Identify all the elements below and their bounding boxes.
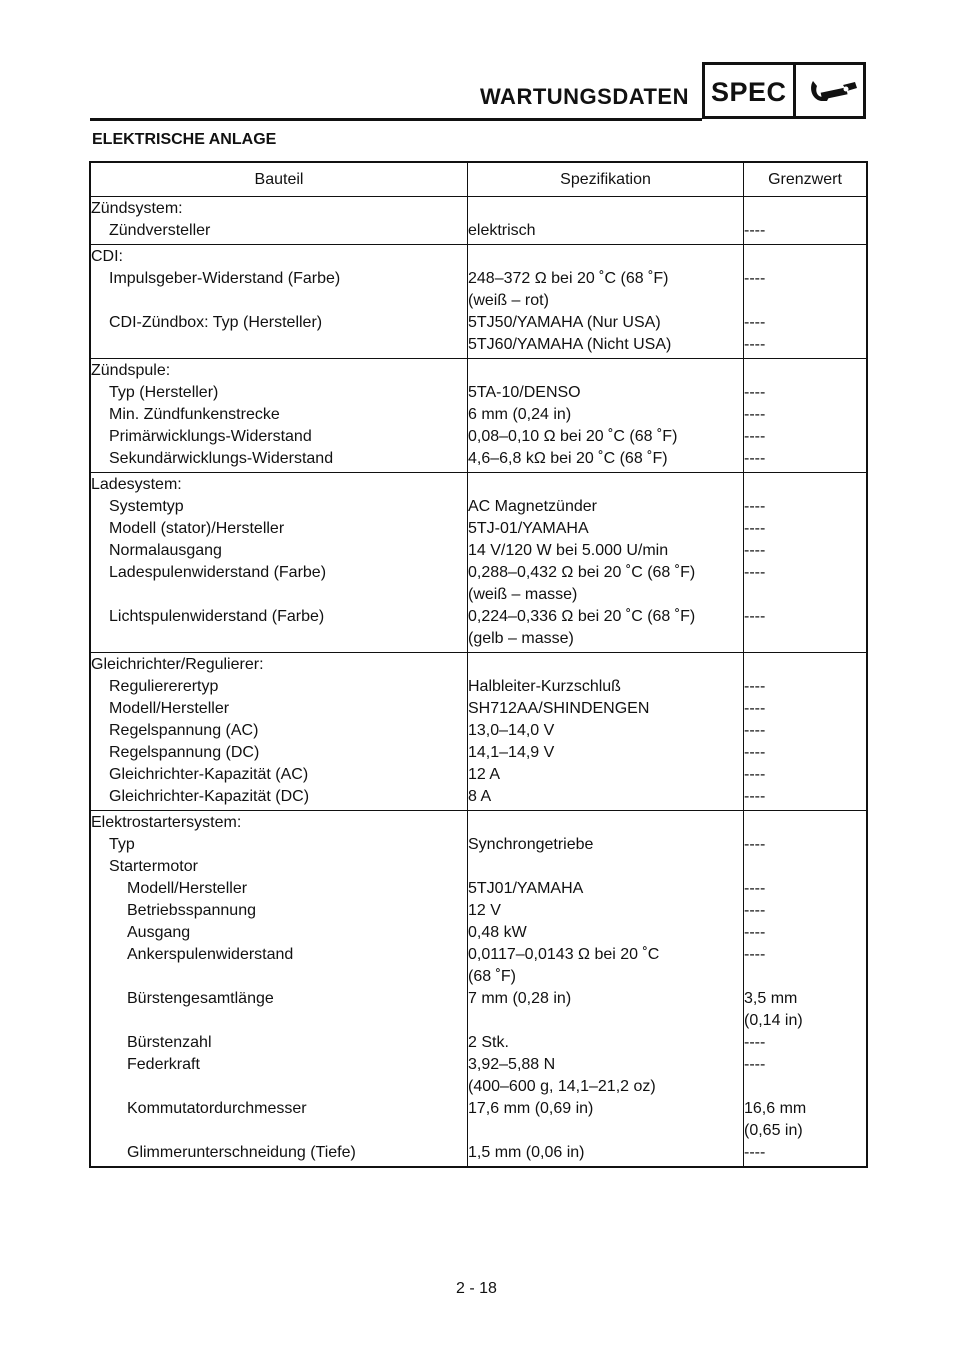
limit-value bbox=[744, 922, 868, 944]
empty-cell bbox=[744, 473, 868, 497]
component-label bbox=[90, 742, 468, 764]
limit-value bbox=[744, 764, 868, 786]
specification-value bbox=[468, 268, 744, 312]
specification-value bbox=[468, 382, 744, 404]
limit-value bbox=[744, 1032, 868, 1054]
component-label-text: Ankerspulenwiderstand bbox=[127, 946, 294, 963]
specification-value bbox=[468, 1032, 744, 1054]
specification-value-text: 7 mm (0,28 in) bbox=[468, 990, 572, 1007]
specification-value-text: elektrisch bbox=[468, 222, 536, 239]
table-row bbox=[90, 720, 867, 742]
table-row bbox=[90, 268, 867, 312]
component-label bbox=[90, 944, 468, 988]
section-title: ELEKTRISCHE ANLAGE bbox=[92, 131, 277, 148]
limit-value-text: ---- bbox=[744, 836, 766, 853]
specification-value bbox=[468, 518, 744, 540]
table-row bbox=[90, 988, 867, 1032]
limit-value-text: ---- bbox=[744, 498, 766, 515]
specification-value bbox=[468, 606, 744, 653]
component-label-text: Zündversteller bbox=[109, 222, 211, 239]
limit-value-text: ---- bbox=[744, 406, 766, 423]
limit-value bbox=[744, 988, 868, 1032]
empty-cell bbox=[744, 197, 868, 221]
component-label bbox=[90, 404, 468, 426]
limit-value bbox=[744, 878, 868, 900]
limit-value bbox=[744, 382, 868, 404]
component-label-text: Bürstenzahl bbox=[127, 1034, 212, 1051]
column-header-limit: Grenzwert bbox=[744, 162, 868, 197]
specification-value bbox=[468, 540, 744, 562]
component-label bbox=[90, 988, 468, 1032]
specification-value bbox=[468, 1054, 744, 1098]
limit-value bbox=[744, 786, 868, 811]
component-label-text: Typ bbox=[109, 836, 135, 853]
component-label-text: Sekundärwicklungs-Widerstand bbox=[109, 450, 334, 467]
group-title-row bbox=[90, 359, 867, 383]
specification-value-text: 4,6–6,8 kΩ bei 20 ˚C (68 ˚F) bbox=[468, 450, 668, 467]
specification-value bbox=[468, 562, 744, 606]
limit-value-text: ---- bbox=[744, 384, 766, 401]
component-label-text: Gleichrichter-Kapazität (DC) bbox=[109, 788, 310, 805]
limit-value bbox=[744, 720, 868, 742]
limit-value bbox=[744, 426, 868, 448]
specification-value-text: 17,6 mm (0,69 in) bbox=[468, 1100, 594, 1117]
component-label bbox=[90, 448, 468, 473]
component-label bbox=[90, 312, 468, 359]
table-row bbox=[90, 676, 867, 698]
spec-badge bbox=[702, 62, 866, 119]
empty-cell bbox=[744, 359, 868, 383]
column-header-specification: Spezifikation bbox=[468, 162, 744, 197]
limit-value-text: ---- bbox=[744, 924, 766, 941]
specification-value-text: 248–372 Ω bei 20 ˚C (68 ˚F) (weiß – rot) bbox=[468, 270, 669, 309]
specification-value bbox=[468, 988, 744, 1032]
component-label bbox=[90, 856, 468, 878]
specification-value-text: 13,0–14,0 V bbox=[468, 722, 555, 739]
specification-value bbox=[468, 496, 744, 518]
group-title: Zündspule: bbox=[91, 362, 171, 379]
component-label-text: Min. Zündfunkenstrecke bbox=[109, 406, 280, 423]
limit-value bbox=[744, 562, 868, 606]
group-title: Zündsystem: bbox=[91, 200, 183, 217]
table-row bbox=[90, 404, 867, 426]
limit-value bbox=[744, 496, 868, 518]
table-row bbox=[90, 562, 867, 606]
specification-value-text: 0,48 kW bbox=[468, 924, 527, 941]
specification-value-text: 2 Stk. bbox=[468, 1034, 509, 1051]
empty-cell bbox=[468, 811, 744, 835]
limit-value bbox=[744, 1142, 868, 1167]
specification-value bbox=[468, 922, 744, 944]
specification-value-text: 12 V bbox=[468, 902, 501, 919]
empty-cell bbox=[744, 245, 868, 269]
specification-value bbox=[468, 786, 744, 811]
specification-value-text: Halbleiter-Kurzschluß bbox=[468, 678, 621, 695]
empty-cell bbox=[744, 653, 868, 677]
specification-value-text: 14,1–14,9 V bbox=[468, 744, 555, 761]
specification-value-text: 6 mm (0,24 in) bbox=[468, 406, 572, 423]
component-label bbox=[90, 922, 468, 944]
specification-value bbox=[468, 720, 744, 742]
limit-value-text: ---- bbox=[744, 744, 766, 761]
component-label-text: Gleichrichter-Kapazität (AC) bbox=[109, 766, 309, 783]
limit-value bbox=[744, 220, 868, 245]
component-label-text: Federkraft bbox=[127, 1056, 200, 1073]
limit-value bbox=[744, 312, 868, 359]
group-title-row bbox=[90, 811, 867, 835]
table-row bbox=[90, 944, 867, 988]
component-label-text: Modell (stator)/Hersteller bbox=[109, 520, 285, 537]
group-title: Ladesystem: bbox=[91, 476, 182, 493]
empty-cell bbox=[468, 359, 744, 383]
component-label bbox=[90, 878, 468, 900]
limit-value-text: ---- bbox=[744, 222, 766, 239]
specification-value bbox=[468, 742, 744, 764]
group-title-row bbox=[90, 653, 867, 677]
component-label bbox=[90, 764, 468, 786]
group-title: CDI: bbox=[91, 248, 123, 265]
limit-value-text: ---- bbox=[744, 700, 766, 717]
column-header-component: Bauteil bbox=[90, 162, 468, 197]
specification-value-text: AC Magnetzünder bbox=[468, 498, 597, 515]
limit-value bbox=[744, 834, 868, 856]
component-label bbox=[90, 698, 468, 720]
specification-value bbox=[468, 448, 744, 473]
limit-value-text: ---- bbox=[744, 608, 766, 625]
component-label bbox=[90, 540, 468, 562]
specification-value bbox=[468, 1142, 744, 1167]
table-header-row bbox=[90, 162, 867, 197]
component-label-text: Normalausgang bbox=[109, 542, 222, 559]
specification-value-text: 12 A bbox=[468, 766, 501, 783]
limit-value bbox=[744, 448, 868, 473]
specification-value-text: 5TJ01/YAMAHA bbox=[468, 880, 584, 897]
specification-value-text: 5TJ-01/YAMAHA bbox=[468, 520, 589, 537]
table-row bbox=[90, 764, 867, 786]
table-row bbox=[90, 1142, 867, 1167]
limit-value-text: ---- bbox=[744, 1034, 766, 1051]
specification-value-text: 0,08–0,10 Ω bei 20 ˚C (68 ˚F) bbox=[468, 428, 678, 445]
spec-table bbox=[89, 161, 868, 1168]
empty-cell bbox=[468, 197, 744, 221]
component-label-text: Glimmerunterschneidung (Tiefe) bbox=[127, 1144, 356, 1161]
component-label bbox=[90, 606, 468, 653]
component-label-text: Kommutatordurchmesser bbox=[127, 1100, 307, 1117]
component-label-text: Ladespulenwiderstand (Farbe) bbox=[109, 564, 327, 581]
component-label bbox=[90, 268, 468, 312]
group-title-row bbox=[90, 473, 867, 497]
limit-value-text: ---- bbox=[744, 1144, 766, 1161]
component-label bbox=[90, 1098, 468, 1142]
component-label bbox=[90, 562, 468, 606]
limit-value bbox=[744, 1098, 868, 1142]
limit-value bbox=[744, 404, 868, 426]
empty-cell bbox=[744, 811, 868, 835]
table-row bbox=[90, 426, 867, 448]
limit-value bbox=[744, 540, 868, 562]
limit-value-text: ---- bbox=[744, 788, 766, 805]
component-label bbox=[90, 1054, 468, 1098]
specification-value bbox=[468, 698, 744, 720]
component-label bbox=[90, 834, 468, 856]
specification-value bbox=[468, 404, 744, 426]
specification-value-text: 0,224–0,336 Ω bei 20 ˚C (68 ˚F) (gelb – masse) bbox=[468, 608, 696, 647]
spec-table-body bbox=[90, 197, 867, 1168]
specification-value-text: SH712AA/SHINDENGEN bbox=[468, 700, 650, 717]
table-row bbox=[90, 540, 867, 562]
limit-value-text: 3,5 mm (0,14 in) bbox=[744, 990, 803, 1029]
component-label-text: Typ (Hersteller) bbox=[109, 384, 219, 401]
component-label-text: Regelspannung (DC) bbox=[109, 744, 260, 761]
specification-value bbox=[468, 944, 744, 988]
component-label bbox=[90, 676, 468, 698]
table-row bbox=[90, 312, 867, 359]
limit-value bbox=[744, 606, 868, 653]
component-label-text: Bürstengesamtlänge bbox=[127, 990, 274, 1007]
table-row bbox=[90, 786, 867, 811]
specification-value-text: 3,92–5,88 N (400–600 g, 14,1–21,2 oz) bbox=[468, 1056, 656, 1095]
specification-value bbox=[468, 856, 744, 878]
empty-cell bbox=[468, 653, 744, 677]
limit-value-text: ---- ---- bbox=[744, 314, 766, 353]
specification-value-text: 1,5 mm (0,06 in) bbox=[468, 1144, 585, 1161]
table-row bbox=[90, 220, 867, 245]
specification-value bbox=[468, 426, 744, 448]
table-row bbox=[90, 1032, 867, 1054]
empty-cell bbox=[468, 245, 744, 269]
component-label-text: Betriebsspannung bbox=[127, 902, 256, 919]
component-label bbox=[90, 496, 468, 518]
table-row bbox=[90, 834, 867, 856]
table-row bbox=[90, 518, 867, 540]
specification-value-text: 5TJ50/YAMAHA (Nur USA) 5TJ60/YAMAHA (Nicht USA) bbox=[468, 314, 672, 353]
page-header-title: WARTUNGSDATEN bbox=[480, 84, 689, 109]
component-label bbox=[90, 1032, 468, 1054]
limit-value-text: ---- bbox=[744, 722, 766, 739]
component-label-text: Primärwicklungs-Widerstand bbox=[109, 428, 312, 445]
table-row bbox=[90, 382, 867, 404]
component-label bbox=[90, 382, 468, 404]
table-row bbox=[90, 448, 867, 473]
component-label-text: Modell/Hersteller bbox=[127, 880, 248, 897]
empty-cell bbox=[468, 473, 744, 497]
component-label bbox=[90, 1142, 468, 1167]
component-label-text: Impulsgeber-Widerstand (Farbe) bbox=[109, 270, 341, 287]
component-label-text: Systemtyp bbox=[109, 498, 184, 515]
limit-value bbox=[744, 268, 868, 312]
specification-value-text: 5TA-10/DENSO bbox=[468, 384, 581, 401]
specification-value-text: Synchrongetriebe bbox=[468, 836, 594, 853]
specification-value-text: 0,0117–0,0143 Ω bei 20 ˚C (68 ˚F) bbox=[468, 946, 660, 985]
component-label bbox=[90, 900, 468, 922]
component-label-text: Regelspannung (AC) bbox=[109, 722, 259, 739]
specification-value bbox=[468, 1098, 744, 1142]
specification-value bbox=[468, 676, 744, 698]
component-label-text: Reguliererertyp bbox=[109, 678, 219, 695]
limit-value bbox=[744, 1054, 868, 1098]
limit-value bbox=[744, 944, 868, 988]
header-rule bbox=[90, 118, 702, 121]
component-label-text: Lichtspulenwiderstand (Farbe) bbox=[109, 608, 325, 625]
limit-value bbox=[744, 518, 868, 540]
specification-value bbox=[468, 312, 744, 359]
table-row bbox=[90, 606, 867, 653]
specification-value bbox=[468, 878, 744, 900]
table-row bbox=[90, 856, 867, 878]
component-label bbox=[90, 518, 468, 540]
specification-value bbox=[468, 900, 744, 922]
limit-value bbox=[744, 676, 868, 698]
limit-value-text: ---- bbox=[744, 542, 766, 559]
limit-value-text: ---- bbox=[744, 1056, 766, 1073]
table-row bbox=[90, 922, 867, 944]
table-row bbox=[90, 1098, 867, 1142]
specification-value bbox=[468, 834, 744, 856]
limit-value-text: ---- bbox=[744, 450, 766, 467]
specification-value-text: 14 V/120 W bei 5.000 U/min bbox=[468, 542, 669, 559]
limit-value-text: ---- bbox=[744, 564, 766, 581]
component-label-text: Modell/Hersteller bbox=[109, 700, 230, 717]
component-label bbox=[90, 220, 468, 245]
group-title: Gleichrichter/Regulierer: bbox=[91, 656, 264, 673]
table-row bbox=[90, 1054, 867, 1098]
wrench-icon bbox=[807, 75, 859, 107]
component-label-text: Ausgang bbox=[127, 924, 191, 941]
table-row bbox=[90, 496, 867, 518]
specification-value-text: 8 A bbox=[468, 788, 492, 805]
limit-value bbox=[744, 698, 868, 720]
specification-value-text: 0,288–0,432 Ω bei 20 ˚C (68 ˚F) (weiß – masse) bbox=[468, 564, 696, 603]
specification-value bbox=[468, 220, 744, 245]
component-label bbox=[90, 786, 468, 811]
limit-value-text: 16,6 mm (0,65 in) bbox=[744, 1100, 807, 1139]
group-title-row bbox=[90, 245, 867, 269]
table-row bbox=[90, 742, 867, 764]
group-title: Elektrostartersystem: bbox=[91, 814, 242, 831]
component-label-text: CDI-Zündbox: Typ (Hersteller) bbox=[109, 314, 323, 331]
limit-value bbox=[744, 742, 868, 764]
limit-value-text: ---- bbox=[744, 520, 766, 537]
limit-value-text: ---- bbox=[744, 880, 766, 897]
limit-value bbox=[744, 900, 868, 922]
spec-label: SPEC bbox=[711, 77, 787, 107]
component-label bbox=[90, 720, 468, 742]
component-label-text: Startermotor bbox=[109, 858, 198, 875]
table-row bbox=[90, 878, 867, 900]
specification-value bbox=[468, 764, 744, 786]
limit-value bbox=[744, 856, 868, 878]
limit-value-text: ---- bbox=[744, 902, 766, 919]
limit-value-text: ---- bbox=[744, 946, 766, 963]
limit-value-text: ---- bbox=[744, 428, 766, 445]
component-label bbox=[90, 426, 468, 448]
table-row bbox=[90, 698, 867, 720]
group-title-row bbox=[90, 197, 867, 221]
table-row bbox=[90, 900, 867, 922]
page-number: 2 - 18 bbox=[456, 1280, 497, 1297]
limit-value-text: ---- bbox=[744, 678, 766, 695]
limit-value-text: ---- bbox=[744, 270, 766, 287]
limit-value-text: ---- bbox=[744, 766, 766, 783]
spec-divider bbox=[793, 65, 796, 116]
